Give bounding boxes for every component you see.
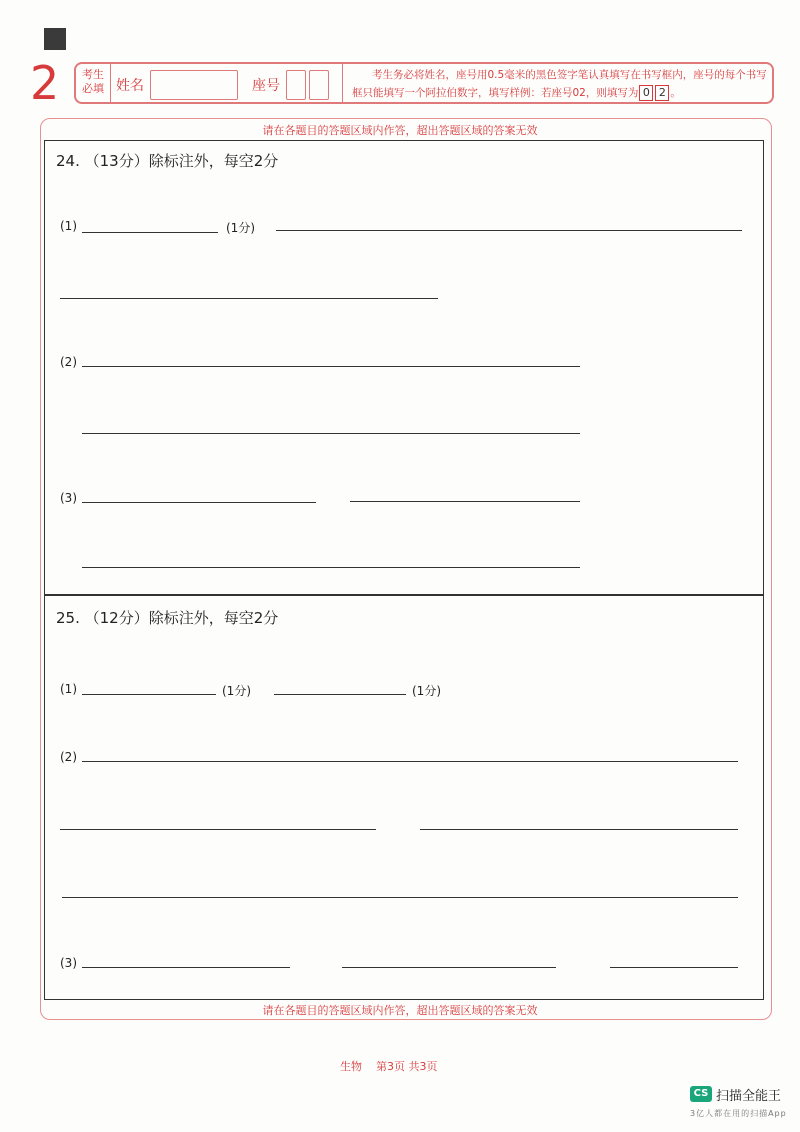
answer-line[interactable]: [82, 502, 316, 503]
answer-line[interactable]: [350, 501, 580, 502]
answer-line[interactable]: [420, 829, 738, 830]
answer-line[interactable]: [276, 230, 742, 231]
answer-line[interactable]: [82, 694, 216, 695]
answer-line[interactable]: [82, 232, 218, 233]
answer-sheet-mark: 2: [30, 56, 60, 110]
registration-mark: [44, 28, 66, 50]
question-24-box: [44, 140, 764, 596]
answer-line[interactable]: [60, 298, 438, 299]
name-field[interactable]: [150, 70, 238, 100]
question-24-title: 24. （13分）除标注外，每空2分: [56, 152, 279, 170]
seat-digit-2-field[interactable]: [309, 70, 329, 100]
q24-part-3-label: (3): [60, 491, 77, 505]
seat-label: 座号: [252, 78, 280, 94]
answer-line[interactable]: [82, 567, 580, 568]
q25-part-2-label: (2): [60, 750, 77, 764]
divider: [342, 64, 343, 102]
top-notice: 请在各题目的答题区域内作答，超出答题区域的答案无效: [262, 124, 538, 137]
question-25-title: 25. （12分）除标注外，每空2分: [56, 609, 279, 627]
instruction-line-2: 框只能填写一个阿拉伯数字，填写样例：若座号02，则填写为 0 2 。: [352, 86, 681, 99]
q24-part-1-score: (1分): [226, 221, 255, 235]
q25-part-1-label: (1): [60, 682, 77, 696]
sample-digit-box: 0: [639, 85, 653, 101]
instruction-line-1: 考生务必将姓名，座号用0.5毫米的黑色签字笔认真填写在书写框内，座号的每个书写: [372, 69, 767, 81]
footer-subject: 生物: [340, 1060, 362, 1073]
bottom-notice: 请在各题目的答题区域内作答，超出答题区域的答案无效: [262, 1004, 538, 1017]
q25-part-1-score-b: (1分): [412, 684, 441, 698]
answer-line[interactable]: [60, 829, 376, 830]
answer-line[interactable]: [610, 967, 738, 968]
seat-digit-1-field[interactable]: [286, 70, 306, 100]
examinee-fill-label: 考生必填: [82, 68, 104, 95]
answer-line[interactable]: [82, 366, 580, 367]
answer-line[interactable]: [342, 967, 556, 968]
answer-line[interactable]: [274, 694, 406, 695]
q25-part-3-label: (3): [60, 956, 77, 970]
q25-part-1-score-a: (1分): [222, 684, 251, 698]
camscanner-tagline: 3亿人都在用的扫描App: [690, 1109, 787, 1118]
question-25-box: [44, 594, 764, 1000]
answer-line[interactable]: [82, 433, 580, 434]
answer-line[interactable]: [62, 897, 738, 898]
answer-line[interactable]: [82, 967, 290, 968]
name-label: 姓名: [116, 78, 144, 94]
answer-line[interactable]: [82, 761, 738, 762]
footer-page: 第3页 共3页: [376, 1060, 438, 1073]
camscanner-name: 扫描全能王: [716, 1089, 782, 1104]
sample-digit-box: 2: [655, 85, 669, 101]
q24-part-2-label: (2): [60, 355, 77, 369]
divider: [110, 64, 111, 102]
q24-part-1-label: (1): [60, 219, 77, 233]
camscanner-logo-icon: CS: [690, 1086, 712, 1102]
